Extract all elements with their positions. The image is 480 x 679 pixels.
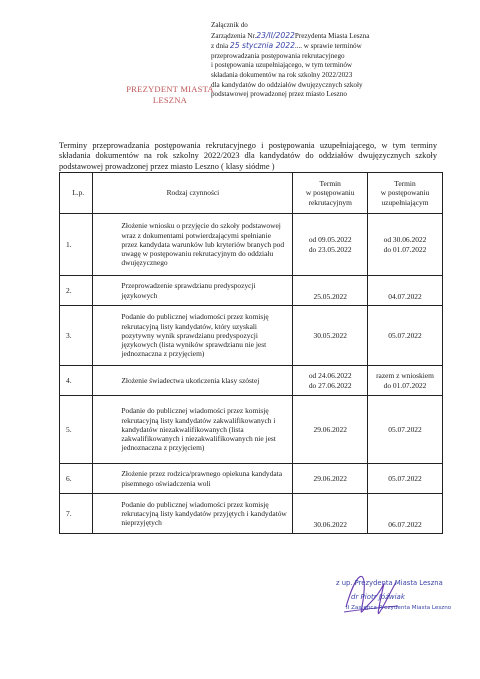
table-row xyxy=(60,366,443,396)
row-term-extra: 05.07.2022 xyxy=(367,464,442,494)
row-term-extra: 05.07.2022 xyxy=(367,396,442,464)
row-term-extra: 05.07.2022 xyxy=(367,306,442,366)
stamp-line-2: LESZNA xyxy=(152,94,188,105)
intro-paragraph: Terminy przeprowadzania postępowania rekrutacyjnego i postępowania uzupełniającego, w tym terminy składania dokumentów na rok szkolny 2022/2023 dla kandydatów do oddziałów dwujęzycznych szkoły podstawowej prowadzonej przez miasto Leszno ( klasy siódme ) xyxy=(59,141,437,171)
table-header-row xyxy=(60,173,443,214)
row-number: 7. xyxy=(60,494,93,534)
row-term-main: od 24.06.2022 do 27.06.2022 xyxy=(293,366,368,396)
annex-line-7: dla kandydatów do oddziałów dwujęzycznych szkoły xyxy=(211,80,363,89)
row-term-extra: od 30.06.2022 do 01.07.2022 xyxy=(367,214,442,276)
row-number: 4. xyxy=(60,366,93,396)
annex-line-4: przeprowadzania postępowania rekrutacyjnego xyxy=(211,51,345,60)
table-row xyxy=(60,494,443,534)
signature-line-2: dr Piotr Jóźwiak xyxy=(351,593,405,601)
date-suffix: .... w sprawie terminów xyxy=(294,42,362,51)
row-activity: Złożenie świadectwa ukończenia klasy szóstej xyxy=(93,366,293,396)
row-activity: Podanie do publicznej wiadomości przez komisję rekrutacyjną listy kandydatów przyjętych i kandydatów nieprzyjętych xyxy=(93,494,293,534)
row-term-main: 29.06.2022 xyxy=(293,464,368,494)
row-number: 1. xyxy=(60,214,93,276)
annex-header xyxy=(211,21,461,100)
table-row xyxy=(60,464,443,494)
row-term-extra: 04.07.2022 xyxy=(367,276,442,306)
row-number: 5. xyxy=(60,396,93,464)
table-row xyxy=(60,214,443,276)
signature-scribble xyxy=(336,562,406,622)
row-number: 6. xyxy=(60,464,93,494)
row-term-main: 30.05.2022 xyxy=(293,306,368,366)
table-row xyxy=(60,306,443,366)
row-term-extra: 06.07.2022 xyxy=(367,494,442,534)
row-term-main: od 09.05.2022 do 23.05.2022 xyxy=(293,214,368,276)
row-activity: Podanie do publicznej wiadomości przez komisję rekrutacyjną listy kandydatów zakwalifikowanych i kandydatów niezakwalifikowanych (lista zakwalifikowanych i niezakwalifikowanych nie jest jednoznaczna z przyjęciem) xyxy=(93,396,293,464)
row-activity: Podanie do publicznej wiadomości przez komisję rekrutacyjną listy kandydatów, który uzyskali pozytywny wynik sprawdzianu predyspozycji językowych (lista wyników sprawdzianu nie jest jednoznaczna z przyjęciem) xyxy=(93,306,293,366)
row-activity: Przeprowadzenie sprawdzianu predyspozycji językowych xyxy=(93,276,293,306)
row-term-extra: razem z wnioskiem do 01.07.2022 xyxy=(367,366,442,396)
annex-line-2: Zarządzenia Nr.23/II/2022Prezydenta Miasta Leszna xyxy=(211,30,370,40)
row-term-main: 30.06.2022 xyxy=(293,494,368,534)
annex-line-3: z dnia 25 stycznia 2022.... w sprawie terminów xyxy=(211,41,362,51)
header-activity: Rodzaj czynności xyxy=(93,173,293,214)
annex-line-1: Załącznik do xyxy=(211,21,248,29)
header-term-main: Termin w postępowaniu rekrutacyjnym xyxy=(293,173,368,214)
office-stamp xyxy=(122,84,218,105)
signature-line-3: II Zastępca Prezydenta Miasta Leszno xyxy=(346,605,452,611)
order-date: 25 stycznia 2022 xyxy=(229,41,295,51)
annex-line-6: składania dokumentów na rok szkolny 2022/2023 xyxy=(211,70,353,79)
annex-line-5: i postępowania uzupełniającego, w tym terminów xyxy=(211,61,353,70)
table-row xyxy=(60,276,443,306)
row-number: 2. xyxy=(60,276,93,306)
order-suffix: Prezydenta Miasta Leszna xyxy=(294,31,370,40)
row-term-main: 25.05.2022 xyxy=(293,276,368,306)
row-activity: Złożenie przez rodzica/prawnego opiekuna kandydata pisemnego oświadczenia woli xyxy=(93,464,293,494)
annex-line-8: podstawowej prowadzonej przez miasto Leszno xyxy=(211,90,347,99)
signature-line-1: z up. Prezydenta Miasta Leszna xyxy=(336,579,443,587)
header-term-extra: Termin w postępowaniu uzupełniającym xyxy=(367,173,442,214)
schedule-table xyxy=(59,172,443,534)
row-activity: Złożenie wniosku o przyjęcie do szkoły podstawowej wraz z dokumentami potwierdzającymi spełnianie przez kandydata warunków lub kryteriów branych pod uwagę w postępowaniu rekrutacyjnym do oddziału dwujęzycznego xyxy=(93,214,293,276)
table-row xyxy=(60,396,443,464)
row-number: 3. xyxy=(60,306,93,366)
header-lp: L.p. xyxy=(60,173,93,214)
row-term-main: 29.06.2022 xyxy=(293,396,368,464)
stamp-line-1: PREZYDENT MIASTA xyxy=(126,84,214,94)
order-number: 23/II/2022 xyxy=(256,30,295,40)
